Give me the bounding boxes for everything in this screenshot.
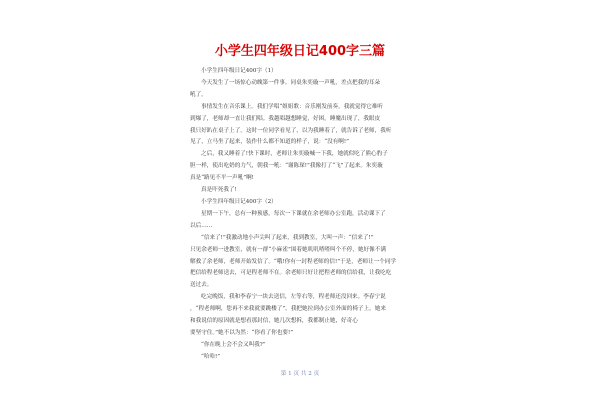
body-line: 胆一样，使出吃奶的力气，朝我一吼：“谢陈琛!”我像打了“飞”了起来。朱奕璇 (190, 163, 383, 170)
page-label: 第 (280, 371, 287, 377)
document-title: 小学生四年级日记400字三篇 (214, 44, 386, 59)
body-line: 以后…… (190, 222, 213, 229)
body-line: 真是吓死我了! (201, 187, 237, 194)
body-line: 真是“路见不平一声吼”啊! (190, 175, 254, 182)
total-unit: 页 (313, 371, 320, 377)
document-body (190, 66, 426, 364)
body-line: 见了，立马坐了起来，装作什么都不知道的样子，说：“没有啊!” (190, 139, 349, 146)
body-line: 吃完晚饭，我和李春宁一块去送信，左等右等，程老师还没回来。李春宁说 (201, 294, 386, 301)
body-line: 星期一下午，总有一种预感，每次一下课就在余老师办公室跑，活动课下了 (201, 210, 386, 217)
body-line: 送过去。 (190, 282, 213, 289)
total-pages: 2 (308, 371, 312, 377)
body-line: 解救了余老师，老师开始发信了。“哦!你有一封程老师的信!”于是，老师让一个同学 (190, 258, 396, 265)
body-line: 今天发生了一场惊心动魄第一件事。同桌朱奕璇一声吼，差点把我的耳朵 (201, 79, 381, 86)
body-line: 小学生四年级日记400字（1） (201, 68, 277, 74)
body-line: 把信给程老师送去，可是程老师不在。余老师只好让把程老师的信给我，让我吃吃 (190, 270, 392, 277)
total-label: 共 (300, 371, 307, 377)
body-line: “哈哈!” (201, 353, 221, 360)
body-line: 和我说信的原因就是想看那封信，她几次想拆，我都制止她，好奇心 (190, 318, 358, 325)
body-line: 到爆了，老师却一直让我们唱。我越唱越想睡觉，好困。睡魔出现了，我眼皮 (190, 115, 381, 122)
body-line: “你在晚上会不会又叫我?” (201, 341, 266, 348)
page-footer (0, 369, 600, 377)
body-line: 事情发生在音乐课上。我们学唱“姐姐歌：音乐刚发前奏，我就觉得它难听 (201, 103, 383, 110)
page-unit: 页 (293, 371, 300, 377)
body-line: 只见余老师一进教室，就有一群“小麻雀”围着她叽叽喳喳叫个不停，她好像不满 (190, 246, 386, 253)
body-line: 小学生四年级日记400字（2） (201, 198, 277, 205)
body-line: 我只好趴在桌子上了。这时一位同学看见了，以为我睡着了，就告诉了老师，我听 (190, 127, 392, 134)
body-line: 吼了。 (190, 91, 207, 98)
current-page: 1 (288, 371, 292, 377)
body-line: 要坚守住。”她不以为然：“你看了你也要!” (190, 329, 294, 336)
body-line: 之后，我又睡着了!快下课时，老师让朱奕璇喊一下我，她就似吃了熊心豹子 (201, 151, 388, 158)
body-line: ，“程老师啊，您再不来我就要跳楼了”。我把她拉到办公室外面的椅子上，她来 (190, 306, 386, 313)
body-line: “信来了!”我激动地小声尖叫了起来，我到教室，大叫一声：“信来了!” (201, 234, 374, 241)
